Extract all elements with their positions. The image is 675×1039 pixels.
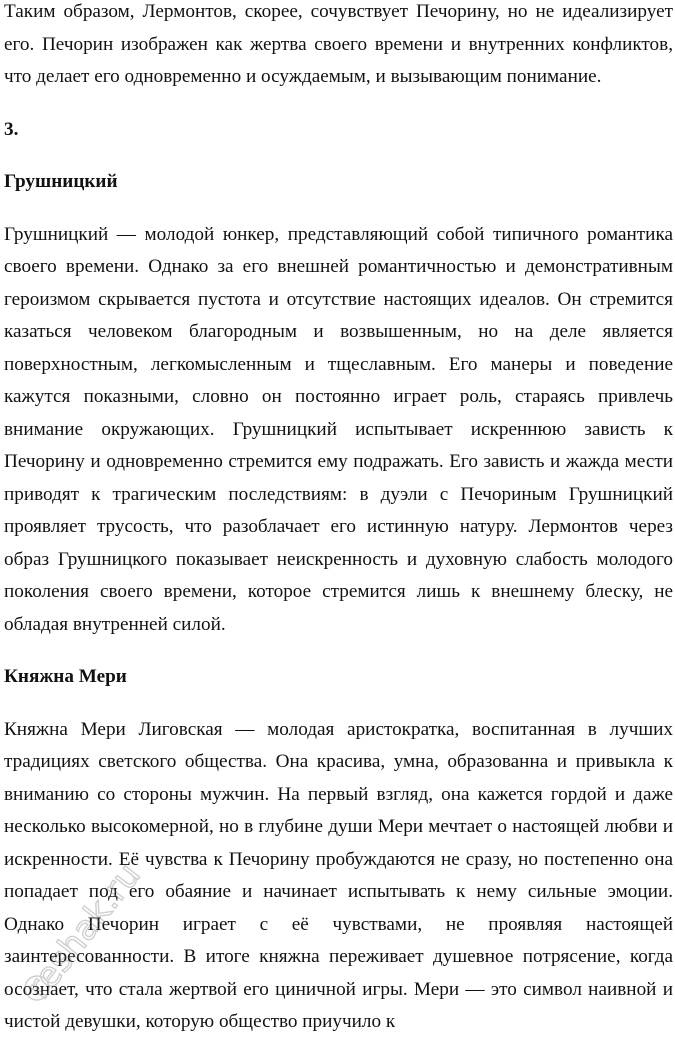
- heading-grushnitsky: Грушницкий: [4, 171, 118, 192]
- paragraph-princess-mary: Княжна Мери Лиговская — молодая аристократка, воспитанная в лучших традициях светского общества. Она красива, умна, образованна и привыкла к вниманию со стороны мужчин. На первый взгляд, она кажется гордой и даже несколько высокомерной, но в глубине души Мери мечтает о настоящей любви и искренности. Её чувства к Печорину пробуждаются не сразу, но постепенно она попадает под его обаяние и начинает испытывать к нему сильные эмоции. Однако Печорин играет с её чувствами, не проявляя настоящей заинтересованности. В итоге княжна переживает душевное потрясение, когда осознает, что стала жертвой его циничной игры. Мери — это символ наивной и чистой девушки, которую общество приучило к: [4, 718, 673, 1032]
- document-page: [4, 0, 673, 1039]
- intro-paragraph: Таким образом, Лермонтов, скорее, сочувствует Печорину, но не идеализирует его. Печорин изображен как жертва своего времени и внутренних конфликтов, что делает его одновременно и осуждаемым, и вызывающим понимание.: [4, 1, 673, 87]
- watermark-text: reshak.ru: [18, 855, 149, 1007]
- section-number: 3.: [4, 118, 19, 140]
- heading-princess-mary: Княжна Мери: [4, 666, 127, 687]
- paragraph-grushnitsky: Грушницкий — молодой юнкер, представляющий собой типичного романтика своего времени. Однако за его внешней романтичностью и демонстративным героизмом скрывается пустота и отсутствие настоящих идеалов. Он стремится казаться человеком благородным и возвышенным, но на деле является поверхностным, легкомысленным и тщеславным. Его манеры и поведение кажутся показными, словно он постоянно играет роль, стараясь привлечь внимание окружающих. Грушницкий испытывает искреннюю зависть к Печорину и одновременно стремится ему подражать. Его зависть и жажда мести приводят к трагическим последствиям: в дуэли с Печориным Грушницкий проявляет трусость, что разоблачает его истинную натуру. Лермонтов через образ Грушницкого показывает неискренность и духовную слабость молодого поколения своего времени, которое стремится лишь к внешнему блеску, не обладая внутренней силой.: [4, 223, 673, 635]
